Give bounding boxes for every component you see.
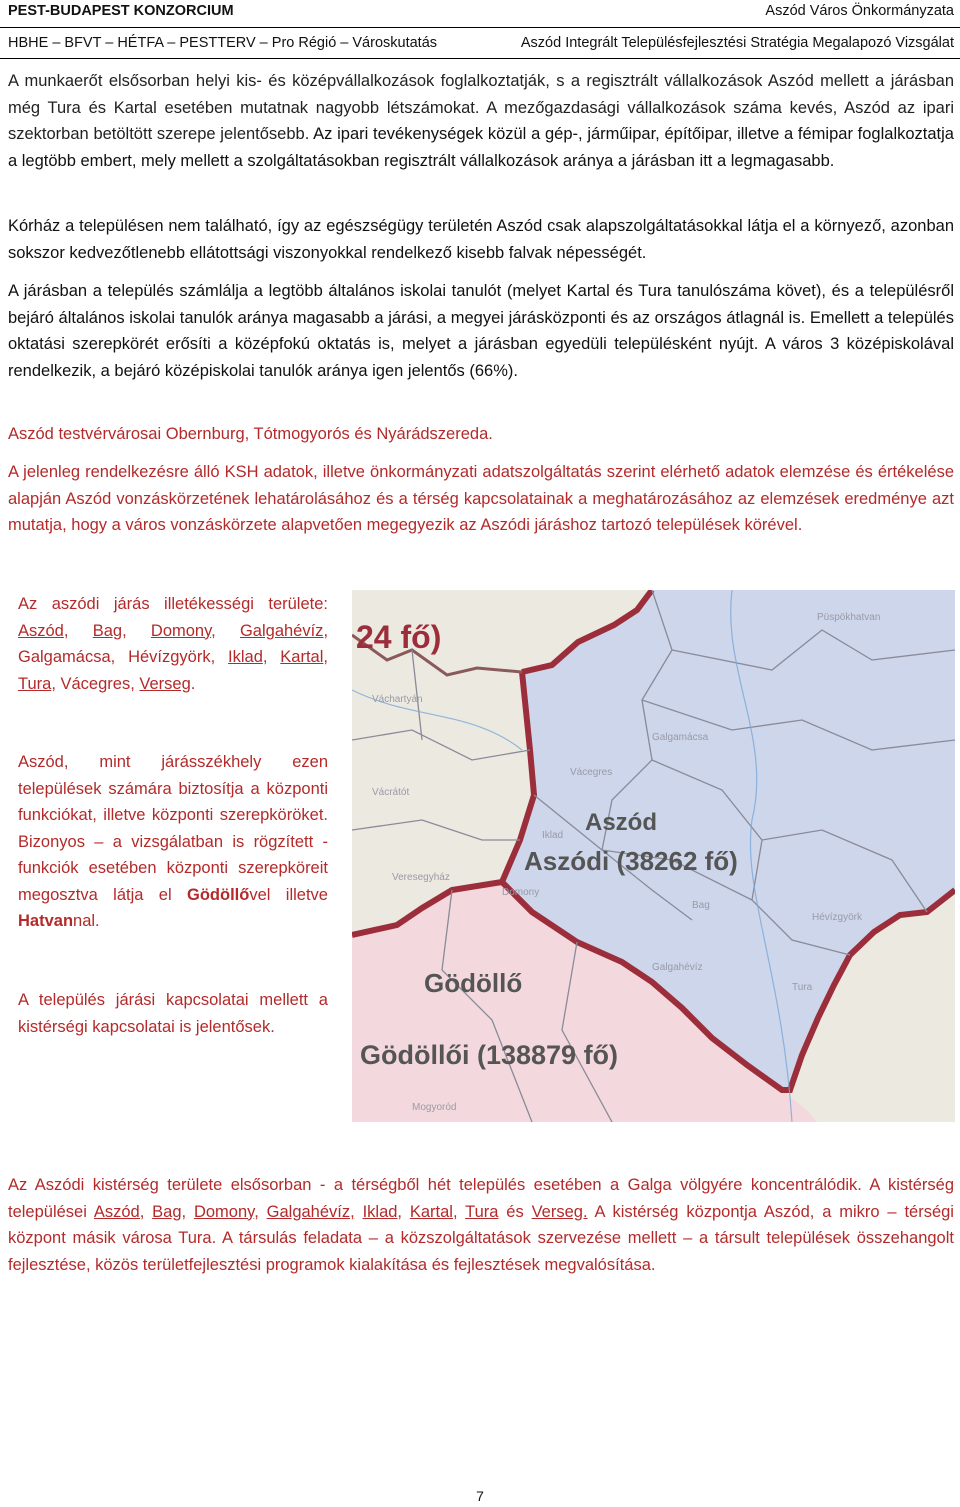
district-map-svg: [352, 590, 955, 1122]
town-link[interactable]: Kartal: [280, 648, 324, 666]
place-label: Vácegres: [570, 767, 613, 778]
town-link[interactable]: Kartal,: [409, 1202, 458, 1221]
label-aszod-town: Aszód: [585, 809, 657, 836]
label-top-cut: 24 fő): [356, 619, 442, 655]
town-link[interactable]: Aszód: [18, 621, 64, 640]
town-link[interactable]: Bag,: [152, 1202, 187, 1221]
sidebar-district-seat: [18, 749, 328, 935]
header-divider-1: [0, 27, 960, 28]
hatvan-name: Hatvan: [18, 912, 74, 930]
paragraph-employment-a: A munkaerőt elsősorban helyi kis- és középvállalkozások foglalkoztatják, s a regisztrált vállalkozások Aszód mellett a járásban még Tura és Kartal esetében mutatnak nagyobb létszámokat. A mezőgazdasági vállalkozások száma kevés, Aszód az ipari szektorban betöltött szerepe jelentősebb.: [8, 72, 954, 143]
place-label: Galgahévíz: [652, 962, 703, 973]
sidebar-district-intro: Az aszódi járás illetékességi területe:: [18, 595, 328, 613]
godollo-name: Gödöllő: [187, 885, 250, 904]
place-label: Tura: [792, 982, 813, 993]
hatvan-suffix: nal.: [73, 912, 100, 930]
microregion-intro: Az Aszódi kistérség területe elsősorban - a térségből hét település esetében a Galga völgyére koncentrálódik. A kistérség települései: [8, 1176, 954, 1221]
consortium-name: PEST-BUDAPEST KONZORCIUM: [8, 3, 234, 19]
place-label: Mogyoród: [412, 1102, 457, 1113]
town-link[interactable]: Aszód,: [93, 1202, 145, 1221]
godollo-suffix: vel illetve: [249, 885, 328, 904]
place-label: Iklad: [542, 830, 564, 841]
paragraph-education-c: A város 3 középiskolával rendelkezik, a bejáró középiskolai tanulók aránya igen jelentős (66%).: [8, 335, 954, 380]
town-link[interactable]: Iklad: [228, 648, 263, 666]
label-godolloi-district: Gödöllői (138879 fő): [360, 1040, 619, 1070]
strategy-title: Aszód Integrált Településfejlesztési Stratégia Megalapozó Vizsgálat: [520, 35, 954, 51]
municipality-name: Aszód Város Önkormányzata: [765, 3, 954, 19]
paragraph-education-b: Emellett a település oktatási szerepkörét erősíti a középfokú oktatás is, melyet a járásban egyedüli településként nyújt.: [8, 308, 954, 353]
sidebar-district-towns: Az aszódi járás illetékességi területe: Aszód, Bag, Domony, Galgahévíz, Galgamácsa, Hévízgyörk, Iklad, Kartal, Tura, Vácegres, Verseg.: [18, 595, 329, 693]
paragraph-sister-cities-text: Aszód testvérvárosai Obernburg, Tótmogyorós és Nyárádszereda.: [8, 425, 493, 443]
paragraph-sister-cities: [8, 421, 954, 448]
page-number: 7: [476, 1488, 484, 1504]
paragraph-education: [8, 278, 954, 384]
place-label: Vácrátót: [372, 787, 410, 798]
town-link[interactable]: Iklad,: [362, 1202, 402, 1221]
town-link[interactable]: Galgahévíz: [239, 621, 324, 640]
paragraph-employment-b: Az ipari tevékenységek közül a gép-, járműipar, építőipar, illetve a fémipar foglalkoztatja a legtöbb embert, mely mellett a szolgáltatásokban regisztrált vállalkozások aránya a járásban itt a legmagasabb.: [8, 125, 954, 170]
town-name: Galgamácsa: [18, 648, 111, 666]
place-label: Váchartyán: [372, 694, 423, 705]
place-label: Domony: [502, 887, 540, 898]
header-divider-2: [0, 58, 960, 59]
label-godollo-town: Gödöllő: [424, 968, 523, 998]
paragraph-employment: [8, 68, 954, 174]
place-label: Püspökhatvan: [817, 612, 881, 623]
town-name: Vácegres: [60, 674, 131, 693]
town-link[interactable]: Domony: [150, 621, 212, 640]
town-name: Hévízgyörk: [128, 648, 211, 666]
place-label: Bag: [692, 900, 710, 911]
place-label: Veresegyház: [392, 872, 450, 883]
paragraph-microregion: Az Aszódi kistérség területe elsősorban - a térségből hét település esetében a Galga völgyére koncentrálódik. A kistérség települései Aszód, Bag, Domony, Galgahévíz, Iklad, Kartal, Tura és Verseg. A kistérség központja Aszód, a mikro – térségi központ másik városa Tura. A társulás feladata – a közszolgáltatások szervezése mellett – a társult települések összehangolt fejlesztése, közös területfejlesztési programok kialakítása és fejlesztések megvalósítása.: [8, 1176, 954, 1274]
label-aszodi-district: Aszódi (38262 fő): [524, 846, 738, 876]
town-link[interactable]: Galgahévíz,: [266, 1202, 355, 1221]
sidebar-relations: [18, 987, 328, 1040]
place-label: Hévízgyörk: [812, 912, 863, 923]
place-label: Galgamácsa: [652, 732, 709, 743]
town-link[interactable]: Bag: [92, 621, 123, 640]
paragraph-catchment: [8, 459, 954, 539]
sidebar-relations-text: A település járási kapcsolatai mellett a kistérségi kapcsolatai is jelentősek.: [18, 991, 328, 1036]
paragraph-healthcare: [8, 213, 954, 266]
header-row-1: [0, 3, 960, 23]
town-link[interactable]: Domony: [193, 1202, 255, 1221]
paragraph-catchment-text: A jelenleg rendelkezésre álló KSH adatok, illetve önkormányzati adatszolgáltatás szerint elérhető adatok elemzése és értékelése alapján Aszód vonzáskörzetének lehatárolásához és a térség kapcsolatainak a meghatározásához az elemzések eredménye azt mutatja, hogy a város vonzáskörzete alapvetően megegyezik az Aszódi járáshoz tartozó települések körével.: [8, 463, 954, 534]
partner-list: HBHE – BFVT – HÉTFA – PESTTERV – Pro Régió – Városkutatás: [8, 35, 438, 51]
paragraph-healthcare-text: Kórház a településen nem található, így az egészségügy területén Aszód csak alapszolgáltatásokkal látja el a környező, azonban sokszor kedvezőtlenebb ellátottsági viszonyokkal rendelkező kisebb falvak népességét.: [8, 217, 954, 262]
town-link[interactable]: Tura: [465, 1202, 499, 1221]
town-link[interactable]: Tura: [18, 674, 52, 693]
microregion-details: A kistérség központja Aszód, a mikro – térségi központ másik városa Tura. A társulás feladata – a közszolgáltatások szervezése mellett – a társult települések összehangolt fejlesztése, közös területfejlesztési programok kialakítása és fejlesztések megvalósítása.: [8, 1202, 954, 1274]
paragraph-education-a: A járásban a település számlálja a legtöbb általános iskolai tanulót (melyet Kartal és Tura tanulószáma követ), és a településről bejáró általános iskolai tanulók aránya magasabb a járási, a megyei járásközponti és az országos átlagnál is.: [8, 282, 954, 327]
district-map: [352, 590, 955, 1122]
town-link[interactable]: Verseg.: [531, 1202, 588, 1221]
header-row-2: [0, 35, 960, 55]
town-link[interactable]: Verseg: [139, 674, 191, 693]
sidebar-district-seat-text: Aszód, mint járásszékhely ezen települések számára biztosítja a központi funkciókat, illetve központi szerepköröket. Bizonyos – a vizsgálatban is rögzített - funkciók esetében központi szerepköreit megosztva látja el: [18, 753, 328, 904]
